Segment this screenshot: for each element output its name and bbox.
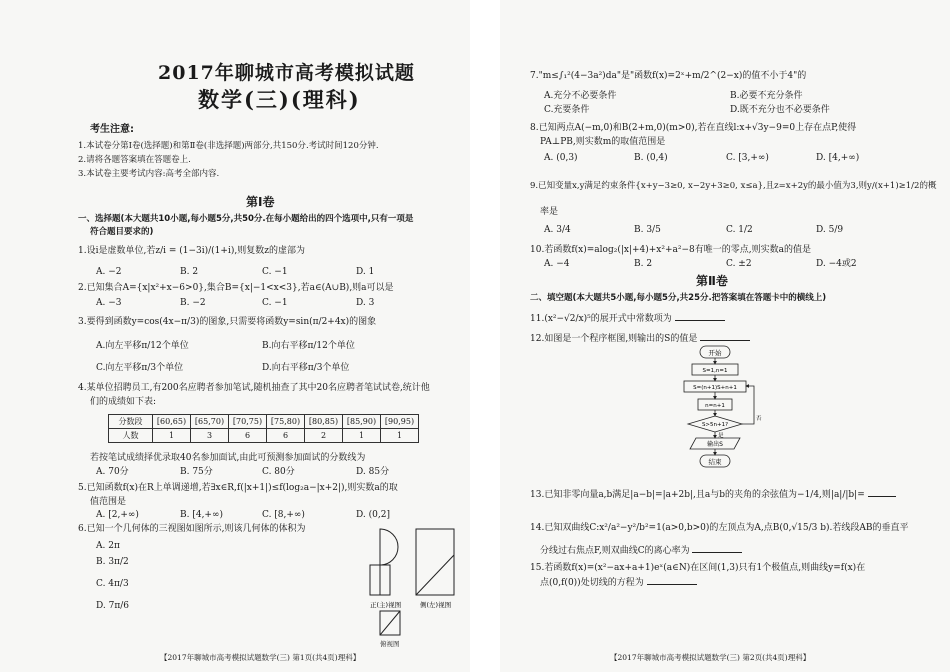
table-header-cell: 人数 <box>109 429 153 443</box>
notice-title: 考生注意: <box>90 124 134 135</box>
exam-page-2 <box>500 0 950 672</box>
table-cell: [90,95) <box>381 415 419 429</box>
question-14-cont <box>540 544 742 557</box>
answer-blank <box>647 576 697 585</box>
q2-option-a: A. −3 <box>96 298 122 308</box>
question-13-text: 13.已知非零向量a,b满足|a−b|=|a+2b|,且a与b的夹角的余弦值为−1/4,则|a|/|b|= <box>530 490 865 500</box>
q3-option-d: D.向右平移π/3个单位 <box>262 363 350 373</box>
question-3: 3.要得到函数y=cos(4x−π/3)的图象,只需要将函数y=sin(π/2+4x)的图象 <box>78 317 377 327</box>
q2-option-c: C. −1 <box>262 298 288 308</box>
question-11-text: 11.(x²−√2/x)⁵的展开式中常数项为 <box>530 314 672 324</box>
notice-3: 3.本试卷主要考试内容:高考全部内容. <box>78 169 220 179</box>
page-2-footer: 【2017年聊城市高考模拟试题数学(三) 第2页(共4页)理科】 <box>610 653 811 662</box>
q6-option-d: D. 7π/6 <box>96 601 130 611</box>
question-14: 14.已知双曲线C:x²/a²−y²/b²=1(a>0,b>0)的左顶点为A,点B(0,√15/3 b).若线段AB的垂直平 <box>530 523 909 533</box>
question-15-text: 点(0,f(0))处切线的方程为 <box>540 578 644 588</box>
q2-option-b: B. −2 <box>180 298 206 308</box>
question-4-prompt: 若按笔试成绩择优录取40名参加面试,由此可预测参加面试的分数线为 <box>90 453 366 463</box>
question-5-cont: 值范围是 <box>90 497 127 507</box>
section-2-heading: 二、填空题(本大题共5小题,每小题5分,共25分.把答案填在答题卡中的横线上) <box>530 293 827 303</box>
exam-title: 2017年聊城市高考模拟试题 <box>158 62 415 84</box>
table-cell: 1 <box>153 429 191 443</box>
q8-option-d: D. [4,+∞) <box>816 153 860 163</box>
flow-increment-label: n=n+1 <box>705 403 725 409</box>
question-2: 2.已知集合A={x|x²+x−6>0},集合B={x|−1<x<3},若a∈(A∪B),则a可以是 <box>78 283 394 293</box>
q6-option-c: C. 4π/3 <box>96 579 129 589</box>
q10-option-d: D. −4或2 <box>816 259 857 269</box>
table-cell: [85,90) <box>343 415 381 429</box>
table-cell: 1 <box>343 429 381 443</box>
q9-option-c: C. 1/2 <box>726 225 753 235</box>
question-15-cont <box>540 576 697 589</box>
score-distribution-table <box>108 414 419 443</box>
answer-blank <box>868 488 896 497</box>
table-cell: [65,70) <box>191 415 229 429</box>
question-8: 8.已知两点A(−m,0)和B(2+m,0)(m>0),若在直线l:x+√3y−9=0上存在点P,使得 <box>530 123 857 133</box>
q8-option-a: A. (0,3) <box>544 153 578 163</box>
page-1-footer: 【2017年聊城市高考模拟试题数学(三) 第1页(共4页)理科】 <box>160 653 361 662</box>
part-2-title: 第Ⅱ卷 <box>696 274 728 288</box>
flow-yes-label: 是 <box>718 433 724 439</box>
q5-option-b: B. [4,+∞) <box>180 510 223 520</box>
answer-blank <box>700 332 750 341</box>
section-1-heading: 一、选择题(本大题共10小题,每小题5分,共50分.在每小题给出的四个选项中,只有一项是 <box>78 214 414 224</box>
question-13 <box>530 488 896 501</box>
q8-option-b: B. (0,4) <box>634 153 668 163</box>
exam-subtitle: 数学(三)(理科) <box>198 87 361 112</box>
q4-option-c: C. 80分 <box>262 467 295 477</box>
q10-option-c: C. ±2 <box>726 259 752 269</box>
top-view-shape <box>380 611 400 635</box>
answer-blank <box>692 544 742 553</box>
flow-init-label: S=1,n=1 <box>702 368 728 374</box>
question-5: 5.已知函数f(x)在R上单调递增,若∃x∈R,f(|x+1|)≤f(log₂a−|x+2|),则实数a的取 <box>78 483 398 493</box>
flow-condition-label: S>5n+1? <box>701 422 729 428</box>
top-view-label: 俯视图 <box>380 640 400 648</box>
q2-option-d: D. 3 <box>356 298 375 308</box>
table-header-cell: 分数段 <box>109 415 153 429</box>
side-view-label: 侧(左)视图 <box>420 601 452 609</box>
q8-option-c: C. [3,+∞) <box>726 153 769 163</box>
q10-option-a: A. −4 <box>544 259 570 269</box>
section-1-heading-cont: 符合题目要求的) <box>90 227 154 237</box>
notice-2: 2.请将各题答案填在答题卷上. <box>78 155 191 165</box>
question-12-text: 12.如图是一个程序框图,则输出的S的值是 <box>530 334 698 344</box>
question-7: 7."m≤∫₁²(4−3a²)da"是"函数f(x)=2ˣ+m/2^(2−x)的值不小于4"的 <box>530 71 807 81</box>
question-8-cont: PA⊥PB,则实数m的取值范围是 <box>540 137 666 147</box>
table-cell: [80,85) <box>305 415 343 429</box>
three-view-figure <box>360 525 470 640</box>
answer-blank <box>675 312 725 321</box>
q5-option-a: A. [2,+∞) <box>96 510 139 520</box>
notice-1: 1.本试卷分第Ⅰ卷(选择题)和第Ⅱ卷(非选择题)两部分,共150分.考试时间120分钟. <box>78 141 379 151</box>
q1-option-a: A. −2 <box>96 267 122 277</box>
q4-option-b: B. 75分 <box>180 467 213 477</box>
table-row <box>109 429 419 443</box>
front-view-shape <box>370 529 398 595</box>
part-1-title: 第Ⅰ卷 <box>246 195 275 209</box>
question-4-cont: 们的成绩如下表: <box>90 397 157 407</box>
q4-option-a: A. 70分 <box>96 467 129 477</box>
table-row <box>109 415 419 429</box>
table-cell: [60,65) <box>153 415 191 429</box>
q9-option-d: D. 5/9 <box>816 225 844 235</box>
table-cell: 3 <box>191 429 229 443</box>
table-cell: [70,75) <box>229 415 267 429</box>
q7-option-d: D.既不充分也不必要条件 <box>730 105 830 115</box>
table-cell: 1 <box>381 429 419 443</box>
flow-no-label: 否 <box>756 416 762 422</box>
q10-option-b: B. 2 <box>634 259 653 269</box>
question-14-text: 分线过右焦点F,则双曲线C的离心率为 <box>540 546 690 556</box>
q6-option-a: A. 2π <box>96 541 120 551</box>
q4-option-d: D. 85分 <box>356 467 390 477</box>
question-15: 15.若函数f(x)=(x²−ax+a+1)eˣ(a∈N)在区间(1,3)只有1个极值点,则曲线y=f(x)在 <box>530 563 866 573</box>
side-view-shape <box>416 529 454 595</box>
q5-option-d: D. (0,2] <box>356 510 390 520</box>
program-flowchart <box>670 344 790 474</box>
question-6: 6.已知一个几何体的三视图如图所示,则该几何体的体积为 <box>78 524 306 534</box>
flow-output-label: 输出S <box>707 441 723 448</box>
q9-option-b: B. 3/5 <box>634 225 661 235</box>
q7-option-a: A.充分不必要条件 <box>544 91 617 101</box>
q5-option-c: C. [8,+∞) <box>262 510 305 520</box>
q3-option-b: B.向右平移π/12个单位 <box>262 341 355 351</box>
q3-option-a: A.向左平移π/12个单位 <box>96 341 189 351</box>
question-9: 9.已知变量x,y满足约束条件{x+y−3≥0, x−2y+3≥0, x≤a},且z=x+2y的最小值为3,则y/(x+1)≥1/2的概 <box>530 181 937 191</box>
q3-option-c: C.向左平移π/3个单位 <box>96 363 184 373</box>
q7-option-b: B.必要不充分条件 <box>730 91 803 101</box>
q9-option-a: A. 3/4 <box>544 225 571 235</box>
table-cell: 2 <box>305 429 343 443</box>
table-cell: 6 <box>229 429 267 443</box>
q7-option-c: C.充要条件 <box>544 105 590 115</box>
exam-page-1 <box>0 0 470 672</box>
question-1: 1.设i是虚数单位,若z/i = (1−3i)/(1+i),则复数z的虚部为 <box>78 246 305 256</box>
question-9-cont: 率是 <box>540 207 559 217</box>
q1-option-b: B. 2 <box>180 267 199 277</box>
question-11 <box>530 312 725 325</box>
question-10: 10.若函数f(x)=alog₂(|x|+4)+x²+a²−8有唯一的零点,则实数a的值是 <box>530 245 811 255</box>
flow-update-label: S=(n+1)S+n+1 <box>693 385 737 391</box>
table-cell: 6 <box>267 429 305 443</box>
q6-option-b: B. 3π/2 <box>96 557 129 567</box>
table-cell: [75,80) <box>267 415 305 429</box>
q1-option-d: D. 1 <box>356 267 375 277</box>
front-view-label: 正(主)视图 <box>370 601 402 609</box>
flow-end-label: 结束 <box>708 458 722 466</box>
flow-start-label: 开始 <box>708 349 722 357</box>
q1-option-c: C. −1 <box>262 267 288 277</box>
question-4: 4.某单位招聘员工,有200名应聘者参加笔试,随机抽查了其中20名应聘者笔试试卷,统计他 <box>78 383 430 393</box>
